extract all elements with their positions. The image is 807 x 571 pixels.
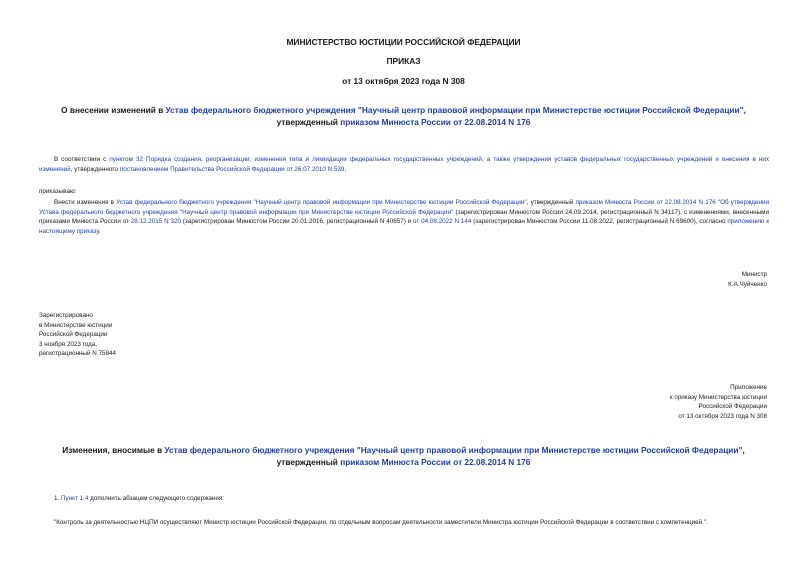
- registration-line: Зарегистрировано: [39, 312, 93, 319]
- appendix-line: Российской Федерации: [698, 403, 767, 411]
- registration-line: в Министерстве юстиции: [39, 321, 113, 329]
- title-prefix: О внесении изменений в: [61, 105, 166, 115]
- signature-name: К.А.Чуйченко: [728, 280, 767, 288]
- registration-block: [39, 311, 116, 359]
- body-text: Внести изменения в: [54, 199, 117, 206]
- signature-block: [728, 270, 767, 289]
- item-text: дополнить абзацем следующего содержания:: [88, 495, 225, 502]
- preamble-paragraph: [39, 155, 769, 174]
- order-title: [40, 105, 767, 128]
- appendix-line: Приложение: [730, 384, 767, 391]
- changes-title: [40, 445, 767, 468]
- appendix-line: от 13 октября 2023 года N 308: [678, 412, 767, 420]
- order-176-link[interactable]: приказом Минюста России от 22.08.2014 N 176: [340, 116, 531, 127]
- order-320-link[interactable]: 28.12.2015 N 320: [130, 218, 181, 226]
- preamble-text: , утвержденного: [70, 165, 120, 173]
- preamble-text: В соответствии с: [54, 156, 110, 163]
- charter-link[interactable]: Устав федерального бюджетного учреждения "Научный центр правовой информации при Министерстве юстиции Российской Федерации": [164, 445, 743, 455]
- registration-line: Российской Федерации: [39, 331, 108, 339]
- item-text: 1.: [54, 495, 62, 502]
- body-text: (зарегистрирован Минюстом России 11.08.2022, регистрационный N 69600), согласно: [471, 218, 728, 226]
- changes-mid: , утвержденный: [276, 445, 745, 467]
- signature-position: Министр: [741, 271, 767, 278]
- doc-type-heading: ПРИКАЗ: [386, 56, 421, 66]
- clause-1-4-link[interactable]: Пункт 1.4: [61, 495, 89, 502]
- date-number-heading: от 13 октября 2023 года N 308: [342, 76, 465, 86]
- order-144-link[interactable]: от 04.08.2022 N 144: [413, 218, 472, 226]
- order-176-link[interactable]: приказом Минюста России от 22.08.2014 N 176 "Об утверждении Устава федерального бюджетного учреждения "Научный центр правовой информации при Министерстве юстиции Российской Федерации": [39, 199, 769, 216]
- order-176-link[interactable]: приказом Минюста России от 22.08.2014 N 176: [340, 456, 531, 467]
- body-text: (зарегистрирован Минюстом России 24.09.2014, регистрационный N 34117), с изменениями, внесенными приказами Минюста России от: [39, 208, 769, 226]
- registration-line: 3 ноября 2023 года,: [39, 340, 98, 348]
- appendix-link[interactable]: приложению к настоящему приказу: [39, 218, 769, 235]
- item-1: [39, 494, 769, 504]
- appendix-block: [670, 383, 767, 421]
- body-text: .: [98, 227, 101, 235]
- body-text: , утвержденный: [526, 199, 576, 206]
- title-mid: , утвержденный: [276, 105, 746, 127]
- changes-prefix: Изменения, вносимые в: [62, 445, 165, 455]
- quote-paragraph: "Контроль за деятельностью НЦПИ осуществляют Министр юстиции Российской Федерации, по отдельным вопросам деятельности заместители Министра юстиции Российской Федерации в соответствии с компетенцией.".: [54, 519, 708, 526]
- body-text: (зарегистрирован Минюстом России 20.01.2016, регистрационный N 40657) и: [181, 218, 414, 226]
- clause-32-link[interactable]: пунктом 32 Порядка создания, реорганизации, изменения типа и ликвидации федеральных государственных учреждений, а также утверждения уставов федеральных государственных учреждений и внесения в них изменений: [39, 156, 770, 173]
- order-word: приказываю:: [39, 188, 77, 195]
- charter-link[interactable]: Устав федерального бюджетного учреждения "Научный центр правовой информации при Министерстве юстиции Российской Федерации": [165, 105, 744, 115]
- appendix-line: к приказу Министерства юстиции: [669, 393, 767, 401]
- preamble-text: ,: [344, 165, 347, 173]
- body-paragraph: [39, 198, 769, 236]
- ministry-heading: МИНИСТЕРСТВО ЮСТИЦИИ РОССИЙСКОЙ ФЕДЕРАЦИИ: [286, 37, 521, 47]
- registration-line: регистрационный N 75844: [39, 350, 117, 358]
- decree-539-link[interactable]: постановлением Правительства Российской Федерации от 26.07.2010 N 539: [119, 165, 345, 173]
- charter-link[interactable]: Устав федерального бюджетного учреждения "Научный центр правовой информации при Министерстве юстиции Российской Федерации": [116, 199, 527, 206]
